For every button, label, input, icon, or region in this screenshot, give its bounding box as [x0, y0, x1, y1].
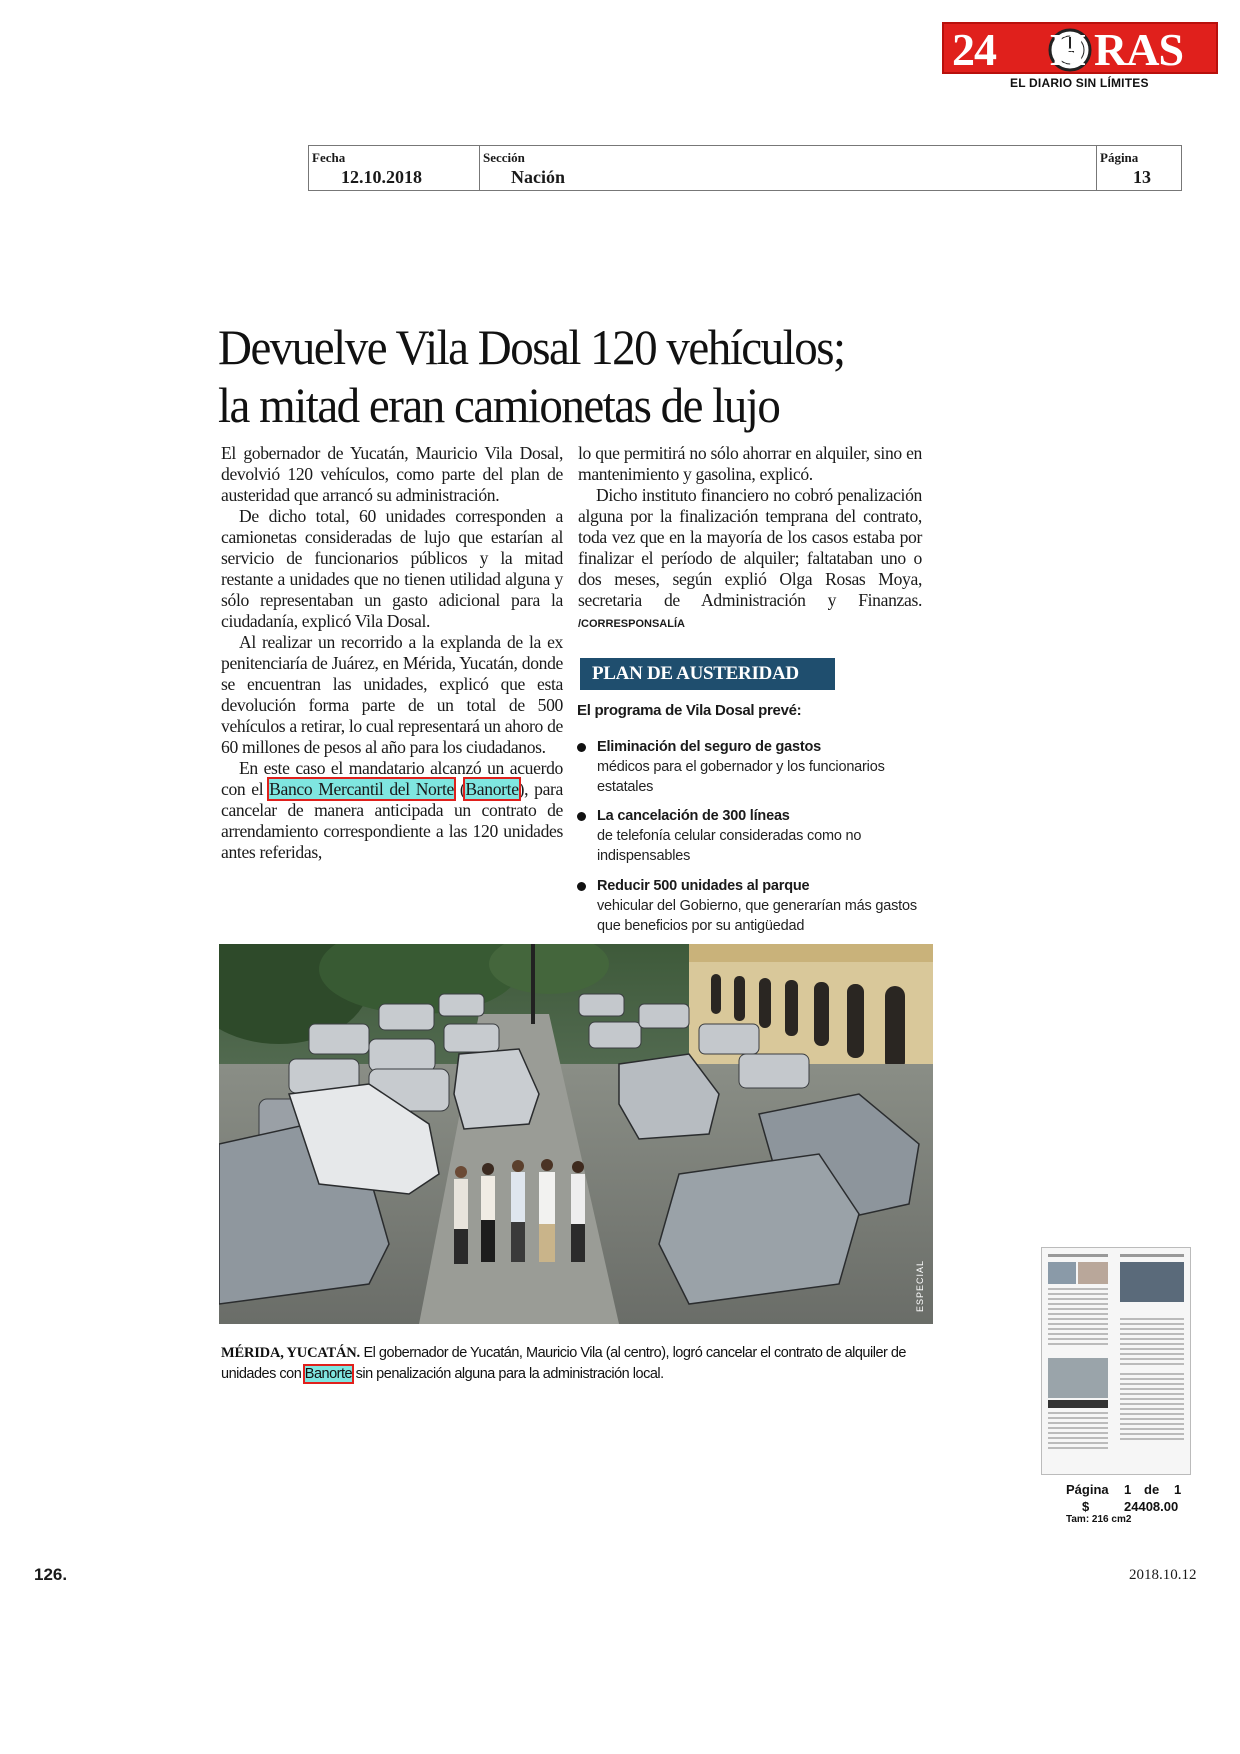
paragraph-5-text: Dicho instituto financiero no cobró penalización alguna por la finalización temprana del contrato, toda vez que en la mayoría de los casos estaba por finalizar el período de alquiler; faltataban uno o dos meses, según explió Olga Rosas Moya, secretaria de Administración y Finanzas. — [578, 485, 922, 610]
fecha-label: Fecha — [312, 150, 346, 165]
masthead-logo — [942, 22, 1222, 92]
sidebar-banner: PLAN DE AUSTERIDAD — [580, 658, 835, 690]
parking-lot-photo — [219, 944, 933, 1324]
highlight-banco-mercantil: Banco Mercantil del Norte — [269, 779, 455, 799]
paragraph-3: Al realizar un recorrido a la explanda de la ex penitenciaría de Juárez, en Mérida, Yucatán, donde se encuentran las unidades, explicó que esta devolución forma parte de un total de 500 vehículos a retirar, lo cual representará un ahoro de 60 millones de pesos al año para los ciudadanos. — [221, 632, 563, 757]
page-total: 1 — [1174, 1482, 1182, 1497]
bullet-description: vehicular del Gobierno, que generarían más gastos que beneficios por su antigüedad — [597, 898, 917, 934]
caption-text: El gobernador de Yucatán, Mauricio Vila (al centro), logró cancelar el contrato de alquiler de unidades con — [221, 1345, 906, 1382]
page-thumbnail — [1041, 1247, 1191, 1475]
bullet-description: de telefonía celular consideradas como no indispensables — [597, 828, 862, 864]
bullet-title: La cancelación de 300 líneas — [597, 808, 790, 824]
table-divider — [479, 146, 480, 190]
bullet-icon — [577, 882, 586, 891]
caption-lead: MÉRIDA, YUCATÁN. — [221, 1345, 360, 1361]
currency-symbol: $ — [1082, 1499, 1090, 1514]
headline-line-2: la mitad eran camionetas de lujo — [218, 377, 780, 433]
photo-caption — [221, 1343, 933, 1385]
article-photo — [219, 944, 933, 1324]
caption-text: sin penalización alguna para la administración local. — [352, 1366, 664, 1382]
logo-number: 24 — [952, 24, 996, 75]
masthead-tagline: EL DIARIO SIN LÍMITES — [1010, 76, 1149, 90]
pagina-label: Página — [1100, 150, 1139, 165]
footer-page-number: 126. — [34, 1565, 68, 1584]
paragraph-2: De dicho total, 60 unidades corresponden a camionetas consideradas de lujo que estarían al servicio de funcionarios públicos y la mitad restante a unidades que no tienen utilidad alguna y sólo representaban un gasto adicional para la ciudadanía, explicó Vila Dosal. — [221, 506, 563, 631]
paragraph-1: El gobernador de Yucatán, Mauricio Vila Dosal, devolvió 120 vehículos, como parte del plan de austeridad que arrancó su administración. — [221, 443, 563, 505]
table-divider — [1096, 146, 1097, 190]
logo-box: 24 H RAS — [942, 22, 1218, 74]
bullet-title: Reducir 500 unidades al parque — [597, 878, 810, 894]
fecha-value: 12.10.2018 — [341, 167, 422, 187]
sidebar-intro: El programa de Vila Dosal prevé: — [577, 702, 802, 719]
paragraph-5 — [578, 485, 922, 635]
sidebar-bullet — [597, 737, 927, 797]
footer-date: 2018.10.12 — [1129, 1567, 1197, 1583]
pagina-value: 13 — [1133, 167, 1151, 187]
article-headline — [218, 318, 895, 434]
bullet-description: médicos para el gobernador y los funcionarios estatales — [597, 759, 885, 795]
bullet-icon — [577, 812, 586, 821]
page-current: 1 — [1124, 1482, 1132, 1497]
highlight-banorte: Banorte — [304, 1366, 353, 1382]
article-column-1 — [221, 443, 563, 863]
author-credit: /CORRESPONSALÍA — [578, 618, 685, 630]
thumbnail-image — [1042, 1248, 1190, 1474]
paragraph-4-tail: lo que permitirá no sólo ahorrar en alquiler, sino en mantenimiento y gasolina, explicó. — [578, 443, 922, 484]
paragraph-4-continued: ), para cancelar de manera anticipada un contrato de arrendamiento correspondiente a las 120 unidades antes referidas, — [221, 779, 563, 862]
bullet-icon — [577, 743, 586, 752]
seccion-value: Nación — [511, 167, 565, 187]
sidebar-bullet — [597, 806, 927, 866]
paragraph-4-text: ( — [454, 779, 466, 799]
size-info: Tam: 216 cm2 — [1066, 1514, 1132, 1525]
bullet-title: Eliminación del seguro de gastos — [597, 739, 822, 755]
seccion-label: Sección — [483, 150, 525, 165]
clipping-header-table — [308, 145, 1182, 191]
article-column-2 — [578, 443, 922, 635]
ad-value: 24408.00 — [1124, 1499, 1179, 1514]
paragraph-4 — [221, 758, 563, 863]
highlight-banorte: Banorte — [465, 779, 519, 799]
headline-line-1: Devuelve Vila Dosal 120 vehículos; — [218, 319, 845, 375]
photo-credit: ESPECIAL — [915, 1259, 925, 1312]
sidebar-bullet — [597, 876, 927, 936]
paragraph-4-text: En este caso el mandatario alcanzó un acuerdo con el — [221, 758, 563, 799]
pagina-label: Página — [1066, 1482, 1109, 1497]
de-label: de — [1144, 1482, 1160, 1497]
